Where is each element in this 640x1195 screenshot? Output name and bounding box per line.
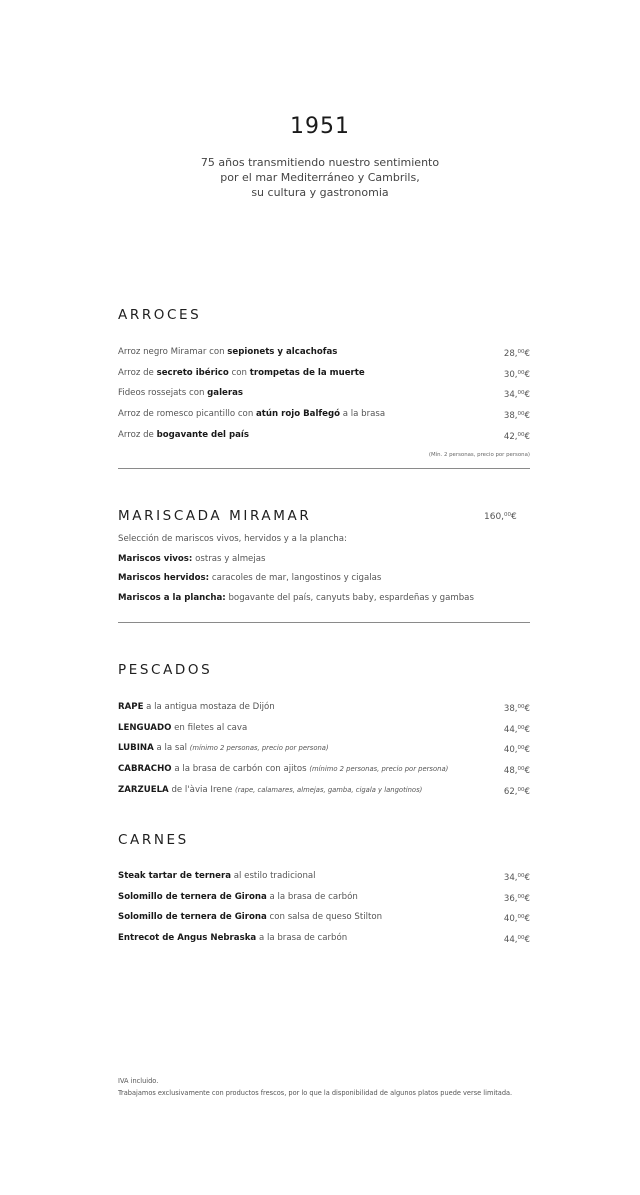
dish-text: con — [228, 367, 250, 378]
menu-item — [118, 386, 530, 400]
menu-item — [118, 931, 530, 945]
menu-item — [118, 366, 530, 380]
menu-item — [118, 890, 530, 904]
menu-item-description — [118, 890, 358, 904]
menu-item-price: 38,00€ — [503, 704, 530, 714]
menu-item-description — [118, 783, 422, 797]
dish-text: a la brasa — [340, 409, 386, 420]
footer-line: IVA incluido. — [118, 1077, 159, 1085]
menu-item-price: 44,00€ — [503, 724, 530, 735]
menu-item-description — [118, 910, 382, 924]
section-title-mariscada: MARISCADA MIRAMAR — [118, 508, 312, 524]
dish-note: (mínimo 2 personas, precio por persona) — [189, 744, 329, 753]
menu-item-price: 34,00€ — [503, 390, 530, 401]
divider — [118, 468, 530, 469]
dish-highlight: Entrecot de Angus Nebraska — [118, 933, 257, 944]
menu-item — [118, 762, 530, 776]
hero-year: 1951 — [290, 114, 350, 139]
dish-highlight: ZARZUELA — [118, 784, 169, 795]
divider — [118, 622, 530, 623]
menu-item-price: 28,00€ — [503, 349, 530, 359]
section-title-pescados: PESCADOS — [118, 662, 213, 678]
menu-item-price: 40,00€ — [503, 914, 530, 925]
menu-item-price: 40,00€ — [503, 745, 530, 756]
dish-highlight: LENGUADO — [118, 722, 172, 733]
menu-item — [118, 428, 530, 442]
dish-highlight: Solomillo de ternera de Girona — [118, 912, 267, 923]
menu-item — [118, 700, 530, 714]
footer-notes — [118, 1075, 512, 1099]
arroces-note: (Mín. 2 personas, precio por persona) — [428, 452, 530, 458]
menu-item-description — [118, 721, 247, 735]
menu-item — [118, 721, 530, 735]
footer-line: Trabajamos exclusivamente con productos frescos, por lo que la disponibilidad de algunos platos puede verse limitada. — [118, 1089, 513, 1097]
menu-item-description — [118, 762, 448, 776]
dish-text: a la brasa de carbón — [256, 933, 348, 944]
dish-highlight: CABRACHO — [118, 764, 172, 775]
menu-item-description — [118, 386, 243, 400]
menu-item-description — [118, 869, 316, 883]
mariscada-intro: Selección de mariscos vivos, hervidos y a la plancha: — [118, 534, 347, 544]
dish-text: Arroz de romesco picantillo con — [118, 409, 256, 420]
menu-item-price: 42,00€ — [503, 431, 530, 442]
menu-item-description — [118, 407, 385, 421]
menu-item-description — [118, 931, 347, 945]
dish-text: Fideos rossejats con — [118, 388, 208, 399]
dish-text: a la brasa de carbón con ajitos — [171, 764, 310, 775]
dish-text: Arroz de — [118, 367, 157, 378]
mariscada-line: Mariscos hervidos: caracoles de mar, langostinos y cigalas — [118, 573, 382, 583]
dish-highlight: RAPE — [118, 702, 144, 712]
dish-text: Arroz negro Miramar con — [118, 347, 228, 357]
dish-note: (rape, calamares, almejas, gamba, cigala y langotinos) — [235, 785, 423, 794]
menu-item-price: 44,00€ — [503, 935, 530, 946]
menu-item-description — [118, 741, 329, 755]
dish-text: Arroz de — [118, 429, 157, 440]
menu-item — [118, 345, 530, 359]
section-title-carnes: CARNES — [118, 832, 189, 848]
dish-highlight: bogavante del país — [156, 429, 249, 440]
mariscada-price: 160,00€ — [484, 512, 517, 522]
menu-item-price: 34,00€ — [503, 873, 530, 883]
dish-text: al estilo tradicional — [231, 871, 316, 881]
menu-item — [118, 407, 530, 421]
mariscada-line: Mariscos a la plancha: bogavante del país, canyuts baby, espardeñas y gambas — [118, 593, 474, 603]
dish-highlight: trompetas de la muerte — [249, 367, 365, 378]
dish-highlight: galeras — [207, 388, 244, 399]
dish-text: en filetes al cava — [171, 722, 248, 733]
menu-item-price: 62,00€ — [503, 786, 530, 797]
menu-item — [118, 741, 530, 755]
dish-highlight: secreto ibérico — [156, 367, 229, 378]
menu-item-description — [118, 366, 365, 380]
menu-item-price: 48,00€ — [503, 766, 530, 777]
dish-text: a la sal — [153, 743, 190, 754]
dish-note: (mínimo 2 personas, precio por persona) — [309, 765, 449, 774]
menu-item-description — [118, 428, 249, 442]
dish-text: a la brasa de carbón — [266, 891, 358, 902]
tagline-line: por el mar Mediterráneo y Cambrils, — [220, 171, 420, 184]
dish-highlight: sepionets y alcachofas — [227, 347, 338, 357]
menu-item-description — [118, 345, 337, 359]
dish-text: a la antigua mostaza de Dijón — [143, 702, 275, 712]
hero-tagline — [0, 155, 640, 200]
menu-item-price: 30,00€ — [503, 369, 530, 380]
dish-text: de l'àvia Irene — [168, 784, 236, 795]
section-title-arroces: ARROCES — [118, 307, 202, 323]
menu-item-price: 36,00€ — [503, 893, 530, 904]
dish-highlight: Steak tartar de ternera — [118, 871, 232, 881]
tagline-line: 75 años transmitiendo nuestro sentimiento — [200, 156, 440, 169]
dish-text: con salsa de queso Stilton — [266, 912, 383, 923]
mariscada-line: Mariscos vivos: ostras y almejas — [118, 554, 266, 564]
tagline-line: su cultura y gastronomia — [251, 186, 389, 199]
menu-item — [118, 910, 530, 924]
dish-highlight: Solomillo de ternera de Girona — [118, 891, 267, 902]
menu-item-price: 38,00€ — [503, 411, 530, 422]
menu-item — [118, 869, 530, 883]
menu-item — [118, 783, 530, 797]
dish-highlight: atún rojo Balfegó — [256, 409, 341, 420]
menu-item-description — [118, 700, 275, 714]
dish-highlight: LUBINA — [118, 743, 154, 754]
